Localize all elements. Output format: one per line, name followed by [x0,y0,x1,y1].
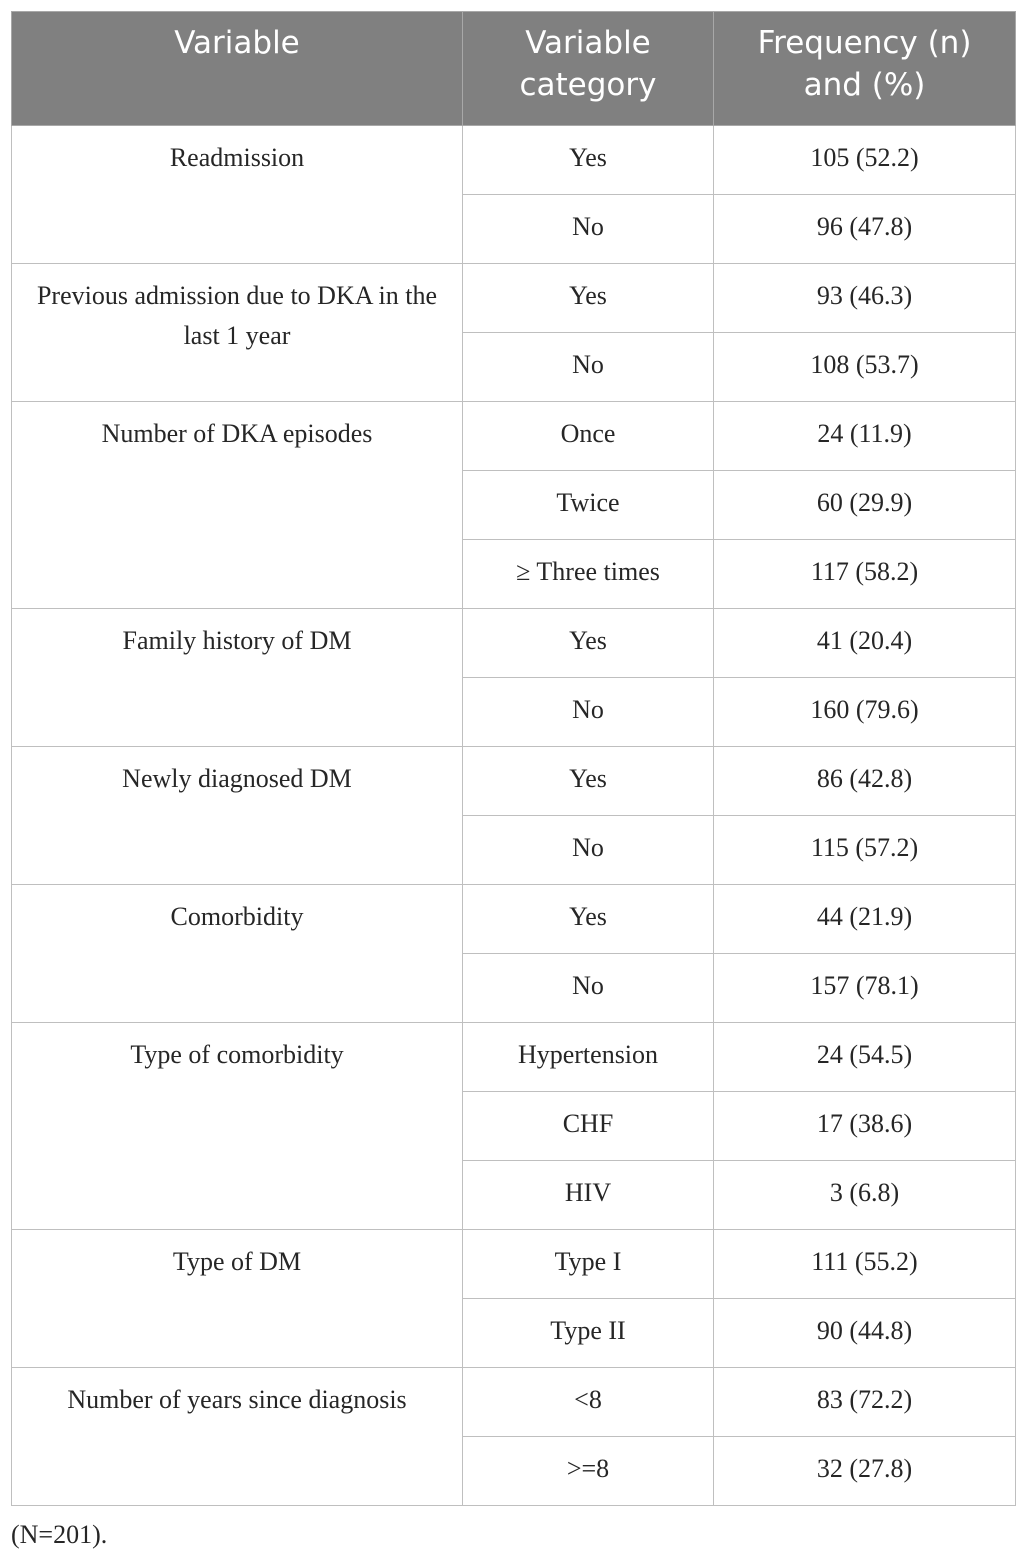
header-variable: Variable [12,12,463,126]
frequency-cell: 90 (44.8) [714,1299,1016,1368]
category-cell: Twice [463,471,714,540]
header-frequency: Frequency (n) and (%) [714,12,1016,126]
frequency-cell: 83 (72.2) [714,1368,1016,1437]
category-cell: No [463,678,714,747]
variable-cell: Family history of DM [12,609,463,747]
frequency-cell: 160 (79.6) [714,678,1016,747]
table-row [12,747,1016,816]
frequency-cell: 60 (29.9) [714,471,1016,540]
variable-cell: Readmission [12,126,463,264]
table-header [12,12,1016,126]
category-cell: Yes [463,609,714,678]
frequency-cell: 44 (21.9) [714,885,1016,954]
category-cell: ≥ Three times [463,540,714,609]
table-row [12,1023,1016,1092]
category-cell: Yes [463,885,714,954]
category-cell: CHF [463,1092,714,1161]
frequency-cell: 111 (55.2) [714,1230,1016,1299]
variable-cell: Previous admission due to DKA in the last 1 year [12,264,463,402]
variable-cell: Newly diagnosed DM [12,747,463,885]
variable-cell: Number of DKA episodes [12,402,463,609]
frequency-cell: 17 (38.6) [714,1092,1016,1161]
table-body [12,126,1016,1506]
table-footnote: (N=201). [11,1520,108,1549]
category-cell: Type II [463,1299,714,1368]
category-cell: HIV [463,1161,714,1230]
table-row [12,402,1016,471]
frequency-cell: 117 (58.2) [714,540,1016,609]
category-cell: Yes [463,747,714,816]
category-cell: No [463,333,714,402]
category-cell: Type I [463,1230,714,1299]
frequency-cell: 32 (27.8) [714,1437,1016,1506]
variable-cell: Number of years since diagnosis [12,1368,463,1506]
category-cell: No [463,954,714,1023]
frequency-cell: 24 (11.9) [714,402,1016,471]
frequency-cell: 115 (57.2) [714,816,1016,885]
table-row [12,885,1016,954]
variable-cell: Comorbidity [12,885,463,1023]
table-row [12,1230,1016,1299]
table-row [12,609,1016,678]
category-cell: Yes [463,264,714,333]
frequency-cell: 157 (78.1) [714,954,1016,1023]
category-cell: >=8 [463,1437,714,1506]
frequency-cell: 105 (52.2) [714,126,1016,195]
table-row [12,1368,1016,1437]
category-cell: No [463,195,714,264]
category-cell: Hypertension [463,1023,714,1092]
frequency-cell: 86 (42.8) [714,747,1016,816]
variable-cell: Type of comorbidity [12,1023,463,1230]
frequency-cell: 3 (6.8) [714,1161,1016,1230]
header-row [12,12,1016,126]
frequency-cell: 93 (46.3) [714,264,1016,333]
frequency-table [11,11,1016,1506]
frequency-cell: 108 (53.7) [714,333,1016,402]
table-row [12,126,1016,195]
frequency-cell: 24 (54.5) [714,1023,1016,1092]
header-variable-category: Variable category [463,12,714,126]
table-row [12,264,1016,333]
category-cell: Once [463,402,714,471]
category-cell: Yes [463,126,714,195]
frequency-cell: 41 (20.4) [714,609,1016,678]
category-cell: No [463,816,714,885]
category-cell: <8 [463,1368,714,1437]
frequency-cell: 96 (47.8) [714,195,1016,264]
variable-cell: Type of DM [12,1230,463,1368]
